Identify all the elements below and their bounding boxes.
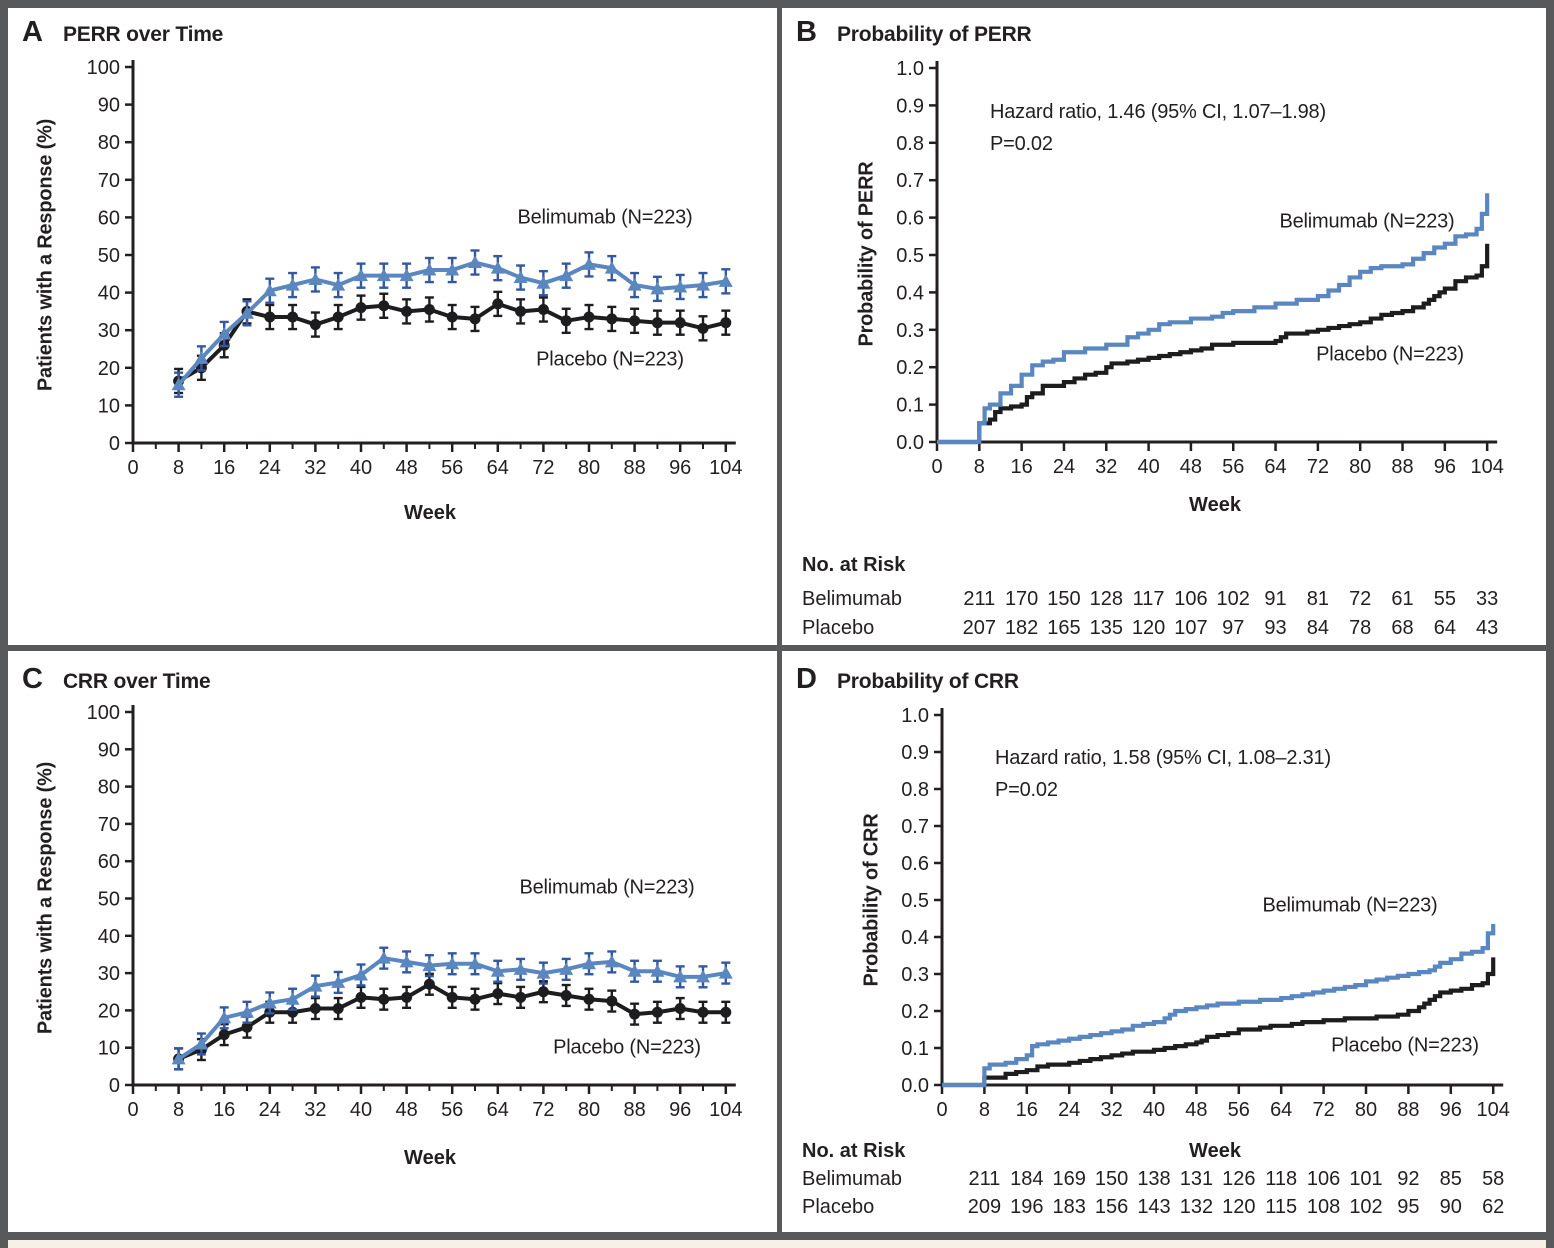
- svg-text:0.3: 0.3: [901, 964, 929, 986]
- svg-text:50: 50: [97, 888, 120, 911]
- risk-value: 68: [1391, 617, 1414, 639]
- risk-value: 64: [1433, 617, 1456, 639]
- risk-value: 102: [1216, 588, 1250, 610]
- panel-b-title: [796, 16, 1032, 49]
- svg-text:64: 64: [1264, 456, 1287, 478]
- risk-value: 91: [1264, 588, 1287, 610]
- x-axis-label: Week: [1189, 494, 1241, 516]
- belimumab-series-label: Belimumab (N=223): [1279, 210, 1455, 233]
- svg-text:0.4: 0.4: [896, 282, 924, 305]
- svg-text:56: 56: [1222, 456, 1245, 478]
- svg-text:96: 96: [669, 1099, 692, 1121]
- risk-row-belimumab: [782, 588, 1546, 612]
- svg-text:0.4: 0.4: [901, 927, 929, 949]
- caption-strip: [8, 1240, 1546, 1248]
- risk-value: 135: [1089, 617, 1123, 639]
- svg-text:64: 64: [486, 1099, 509, 1121]
- svg-text:0.7: 0.7: [901, 816, 929, 838]
- p-value-text: P=0.02: [995, 779, 1058, 801]
- svg-text:80: 80: [97, 776, 120, 799]
- svg-text:60: 60: [97, 851, 120, 874]
- risk-value: 55: [1433, 588, 1456, 610]
- panel-title-text: Probability of CRR: [836, 670, 1019, 693]
- risk-table-header: No. at Risk: [802, 554, 906, 576]
- svg-text:0: 0: [127, 457, 139, 479]
- svg-text:0.2: 0.2: [901, 1001, 929, 1023]
- x-axis-label: Week: [404, 502, 456, 524]
- risk-value: 101: [1349, 1168, 1383, 1190]
- svg-text:0.0: 0.0: [901, 1075, 929, 1097]
- placebo-series-label: Placebo (N=223): [536, 348, 684, 371]
- hazard-ratio-text: Hazard ratio, 1.58 (95% CI, 1.08–2.31): [995, 747, 1331, 769]
- svg-text:40: 40: [1137, 456, 1160, 478]
- svg-text:1.0: 1.0: [896, 58, 924, 80]
- risk-value: 184: [1010, 1168, 1044, 1190]
- svg-text:16: 16: [213, 457, 236, 479]
- svg-text:30: 30: [97, 963, 120, 986]
- risk-value: 169: [1052, 1168, 1086, 1190]
- svg-text:0: 0: [931, 456, 943, 478]
- panel-c: [8, 651, 777, 1232]
- belimumab-series-label: Belimumab (N=223): [517, 206, 693, 229]
- risk-value: 211: [968, 1168, 1001, 1190]
- svg-text:56: 56: [1227, 1099, 1250, 1121]
- panel-b: [782, 8, 1546, 645]
- risk-value: 170: [1004, 588, 1039, 610]
- svg-text:0.8: 0.8: [896, 132, 924, 155]
- svg-text:0.5: 0.5: [896, 245, 924, 267]
- svg-text:80: 80: [1349, 456, 1372, 478]
- risk-value: 115: [1265, 1196, 1298, 1218]
- svg-text:0: 0: [108, 1075, 120, 1097]
- svg-text:32: 32: [304, 1099, 327, 1121]
- svg-text:100: 100: [86, 702, 120, 724]
- svg-text:0.9: 0.9: [901, 742, 929, 764]
- svg-text:0.8: 0.8: [901, 779, 929, 801]
- svg-text:70: 70: [97, 169, 120, 192]
- panel-title-text: CRR over Time: [62, 670, 211, 693]
- risk-value: 62: [1482, 1196, 1505, 1218]
- svg-text:10: 10: [97, 1037, 120, 1060]
- risk-value: 132: [1179, 1196, 1214, 1218]
- svg-text:88: 88: [623, 1099, 646, 1121]
- svg-text:80: 80: [1354, 1099, 1378, 1121]
- svg-text:104: 104: [709, 457, 743, 479]
- svg-text:64: 64: [1270, 1099, 1293, 1121]
- svg-text:88: 88: [623, 457, 646, 479]
- svg-text:56: 56: [441, 457, 464, 479]
- y-axis-label: Patients with a Response (%): [34, 761, 57, 1035]
- risk-value: 107: [1174, 617, 1208, 639]
- svg-text:0.6: 0.6: [901, 853, 929, 875]
- risk-value: 126: [1222, 1168, 1256, 1190]
- p-value-text: P=0.02: [990, 133, 1053, 155]
- svg-text:50: 50: [97, 245, 120, 267]
- risk-row-belimumab: [782, 1168, 1546, 1192]
- risk-value: 143: [1137, 1196, 1171, 1218]
- svg-text:24: 24: [258, 457, 281, 479]
- risk-value: 150: [1094, 1168, 1129, 1190]
- svg-text:72: 72: [532, 457, 555, 479]
- svg-text:0.0: 0.0: [896, 432, 924, 454]
- svg-text:90: 90: [97, 94, 120, 117]
- risk-row-label: Belimumab: [802, 588, 903, 610]
- risk-value: 106: [1306, 1168, 1341, 1190]
- svg-text:88: 88: [1391, 456, 1414, 478]
- svg-text:0.6: 0.6: [896, 207, 924, 230]
- svg-text:32: 32: [304, 457, 327, 479]
- panel-a-plot: [8, 8, 777, 645]
- svg-text:24: 24: [258, 1099, 281, 1121]
- svg-text:70: 70: [97, 813, 120, 836]
- svg-text:8: 8: [173, 457, 185, 479]
- hazard-ratio-text: Hazard ratio, 1.46 (95% CI, 1.07–1.98): [990, 101, 1326, 123]
- panel-letter: B: [796, 16, 817, 48]
- svg-text:24: 24: [1052, 456, 1076, 478]
- risk-value: 117: [1132, 588, 1165, 610]
- svg-text:20: 20: [97, 357, 120, 380]
- hazard-ratio-annotation: [995, 742, 1331, 806]
- svg-text:0.2: 0.2: [896, 357, 924, 380]
- svg-text:0.1: 0.1: [896, 394, 924, 417]
- risk-value: 120: [1222, 1196, 1256, 1218]
- risk-value: 183: [1052, 1196, 1086, 1218]
- svg-text:10: 10: [97, 395, 120, 418]
- placebo-series-label: Placebo (N=223): [553, 1036, 701, 1059]
- y-axis-label: Patients with a Response (%): [34, 118, 57, 392]
- svg-text:8: 8: [173, 1099, 185, 1121]
- risk-row-label: Placebo: [802, 1196, 875, 1218]
- svg-text:16: 16: [1015, 1099, 1038, 1121]
- placebo-series-label: Placebo (N=223): [1331, 1034, 1479, 1057]
- risk-value: 128: [1089, 588, 1123, 610]
- risk-value: 90: [1439, 1196, 1462, 1218]
- risk-value: 58: [1482, 1168, 1505, 1190]
- svg-text:48: 48: [1185, 1099, 1208, 1121]
- svg-text:16: 16: [1010, 456, 1033, 478]
- svg-text:48: 48: [395, 457, 418, 479]
- risk-row-label: Belimumab: [802, 1168, 903, 1190]
- svg-text:48: 48: [395, 1099, 418, 1121]
- svg-text:56: 56: [441, 1099, 464, 1121]
- svg-text:72: 72: [532, 1099, 555, 1121]
- svg-text:48: 48: [1179, 456, 1203, 478]
- svg-text:72: 72: [1306, 456, 1330, 478]
- svg-text:0.9: 0.9: [896, 95, 924, 118]
- risk-value: 78: [1349, 617, 1372, 639]
- svg-text:40: 40: [97, 282, 120, 305]
- svg-text:0: 0: [127, 1099, 139, 1121]
- y-axis-label: Probability of CRR: [860, 813, 883, 987]
- risk-value: 211: [963, 588, 996, 610]
- svg-text:0.5: 0.5: [901, 890, 929, 912]
- svg-text:96: 96: [1439, 1099, 1462, 1121]
- svg-text:30: 30: [97, 320, 120, 343]
- panel-d: [782, 651, 1546, 1232]
- risk-value: 84: [1306, 617, 1329, 639]
- risk-value: 92: [1397, 1168, 1420, 1190]
- svg-text:80: 80: [577, 1099, 601, 1121]
- hazard-ratio-annotation: [990, 96, 1326, 160]
- svg-text:96: 96: [1433, 456, 1456, 478]
- panel-a-title: [22, 16, 223, 49]
- svg-text:32: 32: [1100, 1099, 1123, 1121]
- svg-text:80: 80: [97, 132, 120, 155]
- risk-value: 102: [1349, 1196, 1383, 1218]
- risk-value: 165: [1047, 617, 1081, 639]
- svg-text:8: 8: [978, 1099, 990, 1121]
- risk-value: 72: [1349, 588, 1372, 610]
- risk-value: 207: [962, 617, 996, 639]
- svg-text:60: 60: [97, 207, 120, 230]
- svg-text:8: 8: [973, 456, 985, 478]
- svg-text:24: 24: [1058, 1099, 1081, 1121]
- svg-text:0.3: 0.3: [896, 319, 924, 342]
- svg-text:0: 0: [936, 1099, 948, 1121]
- risk-value: 106: [1174, 588, 1208, 610]
- placebo-series-label: Placebo (N=223): [1316, 343, 1464, 366]
- svg-text:72: 72: [1312, 1099, 1335, 1121]
- risk-row-label: Placebo: [802, 617, 875, 639]
- svg-text:40: 40: [97, 925, 120, 948]
- risk-value: 118: [1265, 1168, 1298, 1190]
- risk-value: 138: [1137, 1168, 1171, 1190]
- risk-value: 61: [1391, 588, 1414, 610]
- risk-value: 33: [1476, 588, 1499, 610]
- risk-value: 85: [1439, 1168, 1462, 1190]
- risk-value: 196: [1010, 1196, 1044, 1218]
- risk-value: 131: [1179, 1168, 1214, 1190]
- belimumab-series-label: Belimumab (N=223): [519, 876, 695, 899]
- svg-text:96: 96: [669, 457, 692, 479]
- y-axis-label: Probability of PERR: [855, 161, 878, 347]
- risk-row-placebo: [782, 617, 1546, 641]
- risk-row-placebo: [782, 1196, 1546, 1220]
- panel-letter: D: [796, 663, 817, 695]
- panel-title-text: PERR over Time: [62, 23, 224, 46]
- svg-text:1.0: 1.0: [901, 705, 929, 727]
- panel-letter: C: [22, 663, 43, 695]
- svg-text:100: 100: [86, 57, 120, 79]
- x-axis-label: Week: [1189, 1140, 1241, 1162]
- svg-text:104: 104: [709, 1099, 743, 1121]
- svg-text:16: 16: [213, 1099, 236, 1121]
- panel-c-plot: [8, 651, 777, 1232]
- svg-text:40: 40: [1142, 1099, 1166, 1121]
- panel-d-title: [796, 663, 1019, 696]
- risk-value: 209: [967, 1196, 1002, 1218]
- risk-value: 150: [1047, 588, 1081, 610]
- panel-letter: A: [22, 16, 43, 48]
- svg-text:20: 20: [97, 1000, 120, 1023]
- svg-text:80: 80: [577, 457, 601, 479]
- x-axis-label: Week: [404, 1147, 456, 1169]
- svg-text:40: 40: [349, 457, 373, 479]
- svg-text:90: 90: [97, 739, 120, 762]
- belimumab-series-label: Belimumab (N=223): [1262, 894, 1438, 917]
- panel-a: [8, 8, 777, 645]
- svg-text:104: 104: [1476, 1099, 1510, 1121]
- svg-text:104: 104: [1470, 456, 1504, 478]
- svg-text:88: 88: [1397, 1099, 1420, 1121]
- risk-value: 95: [1397, 1196, 1420, 1218]
- risk-value: 81: [1306, 588, 1329, 610]
- svg-text:0: 0: [108, 433, 120, 455]
- svg-text:0.7: 0.7: [896, 170, 924, 193]
- svg-text:32: 32: [1095, 456, 1118, 478]
- risk-value: 182: [1004, 617, 1039, 639]
- panel-title-text: Probability of PERR: [836, 23, 1032, 46]
- risk-value: 97: [1222, 617, 1245, 639]
- svg-text:0.1: 0.1: [901, 1038, 929, 1060]
- svg-text:40: 40: [349, 1099, 373, 1121]
- risk-value: 93: [1264, 617, 1287, 639]
- panel-c-title: [22, 663, 211, 696]
- risk-value: 120: [1131, 617, 1166, 639]
- risk-value: 156: [1094, 1196, 1129, 1218]
- risk-value: 43: [1476, 617, 1499, 639]
- svg-text:64: 64: [486, 457, 509, 479]
- risk-table-header: No. at Risk: [802, 1140, 906, 1162]
- risk-value: 108: [1306, 1196, 1341, 1218]
